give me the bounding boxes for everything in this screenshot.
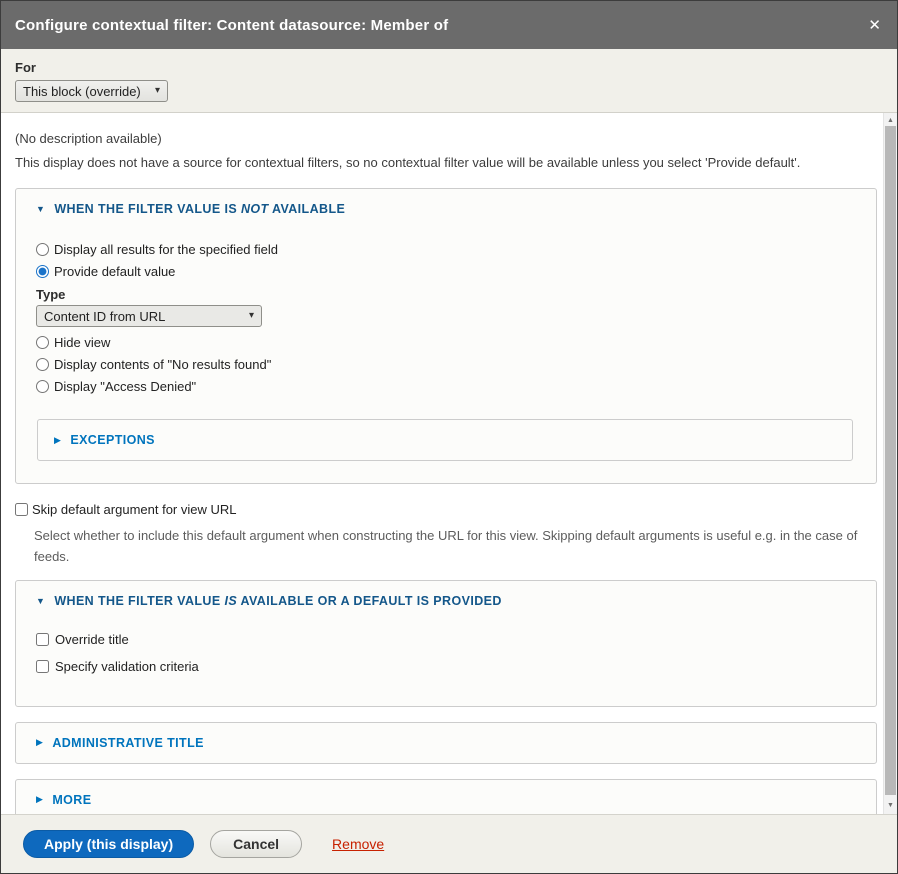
notice-text: This display does not have a source for contextual filters, so no contextual filter value will be available unless you select 'Provide default'. bbox=[15, 155, 801, 170]
legend-filter-value-not-available[interactable] bbox=[36, 202, 856, 216]
radio-display-all[interactable] bbox=[36, 243, 49, 256]
type-label: Type bbox=[36, 287, 66, 302]
radio-label: Display contents of "No results found" bbox=[54, 356, 272, 372]
legend-text: WHEN THE FILTER VALUE IS NOT AVAILABLE bbox=[54, 202, 346, 216]
collapse-open-icon: ▼ bbox=[36, 204, 46, 214]
type-select-wrap bbox=[36, 305, 262, 327]
scroll-down-icon[interactable]: ▼ bbox=[887, 802, 894, 809]
skip-default-checkbox[interactable] bbox=[15, 503, 28, 516]
no-description-text: (No description available) bbox=[15, 131, 162, 146]
radio-label: Hide view bbox=[54, 334, 111, 350]
fieldset-filter-value-not-available bbox=[15, 188, 877, 484]
scrollbar[interactable] bbox=[883, 113, 897, 814]
remove-link[interactable]: Remove bbox=[332, 836, 385, 852]
checkbox-label: Skip default argument for view URL bbox=[32, 502, 237, 517]
select-arrow-icon: ▾ bbox=[248, 310, 254, 322]
radio-no-results[interactable] bbox=[36, 358, 49, 371]
skip-default-block bbox=[15, 502, 877, 568]
apply-button[interactable]: Apply (this display) bbox=[23, 830, 194, 858]
default-type-block bbox=[36, 287, 856, 327]
modal-footer bbox=[1, 814, 897, 873]
radio-option-display-all[interactable] bbox=[36, 238, 856, 260]
checkbox-label: Override title bbox=[55, 631, 129, 647]
legend-more[interactable] bbox=[36, 793, 91, 807]
modal-header bbox=[1, 1, 897, 49]
radio-access-denied[interactable] bbox=[36, 380, 49, 393]
radio-label: Display all results for the specified field bbox=[54, 241, 278, 257]
fieldset-more bbox=[15, 779, 877, 814]
scrollbar-thumb[interactable] bbox=[885, 126, 896, 795]
modal-title: Configure contextual filter: Content datasource: Member of bbox=[15, 16, 449, 34]
fieldset-administrative-title bbox=[15, 722, 877, 764]
legend-text: WHEN THE FILTER VALUE IS AVAILABLE OR A DEFAULT IS PROVIDED bbox=[54, 593, 502, 608]
legend-administrative-title[interactable] bbox=[36, 736, 204, 750]
radio-label: Display "Access Denied" bbox=[54, 378, 197, 394]
for-select-wrap bbox=[15, 80, 168, 102]
dialog-body bbox=[1, 113, 897, 814]
radio-option-provide-default[interactable] bbox=[36, 260, 856, 282]
for-select[interactable] bbox=[15, 80, 168, 102]
legend-filter-value-available[interactable] bbox=[36, 594, 856, 608]
legend-text: EXCEPTIONS bbox=[70, 433, 155, 447]
close-icon[interactable]: ✕ bbox=[868, 16, 881, 34]
radio-label: Provide default value bbox=[54, 263, 176, 279]
cancel-button[interactable]: Cancel bbox=[210, 830, 302, 858]
scroll-up-icon[interactable]: ▲ bbox=[887, 117, 894, 124]
skip-default-option[interactable] bbox=[15, 502, 877, 517]
radio-hide-view[interactable] bbox=[36, 336, 49, 349]
for-section bbox=[1, 49, 897, 113]
override-title-option[interactable] bbox=[36, 626, 856, 653]
select-arrow-icon: ▾ bbox=[154, 85, 160, 97]
radio-option-hide-view[interactable] bbox=[36, 331, 856, 353]
specify-validation-option[interactable] bbox=[36, 653, 856, 680]
legend-text: ADMINISTRATIVE TITLE bbox=[52, 735, 204, 750]
type-select[interactable] bbox=[36, 305, 262, 327]
legend-exceptions[interactable] bbox=[54, 433, 155, 447]
collapse-open-icon: ▼ bbox=[36, 595, 46, 606]
dialog-body-content bbox=[1, 113, 883, 814]
radio-option-access-denied[interactable] bbox=[36, 375, 856, 397]
collapse-closed-icon: ▶ bbox=[54, 434, 62, 445]
collapse-closed-icon: ▶ bbox=[36, 737, 44, 748]
fieldset-exceptions bbox=[37, 419, 853, 461]
checkbox-label: Specify validation criteria bbox=[55, 658, 199, 674]
collapse-closed-icon: ▶ bbox=[36, 794, 44, 805]
override-title-checkbox[interactable] bbox=[36, 633, 49, 646]
specify-validation-checkbox[interactable] bbox=[36, 660, 49, 673]
legend-text: MORE bbox=[52, 792, 92, 807]
skip-default-description: Select whether to include this default argument when constructing the URL for this view. Skipping default arguments is useful e.g. in the case of feeds. bbox=[34, 528, 858, 565]
fieldset-filter-value-available bbox=[15, 580, 877, 707]
radio-option-no-results[interactable] bbox=[36, 353, 856, 375]
for-label: For bbox=[15, 60, 36, 75]
radio-provide-default[interactable] bbox=[36, 265, 49, 278]
